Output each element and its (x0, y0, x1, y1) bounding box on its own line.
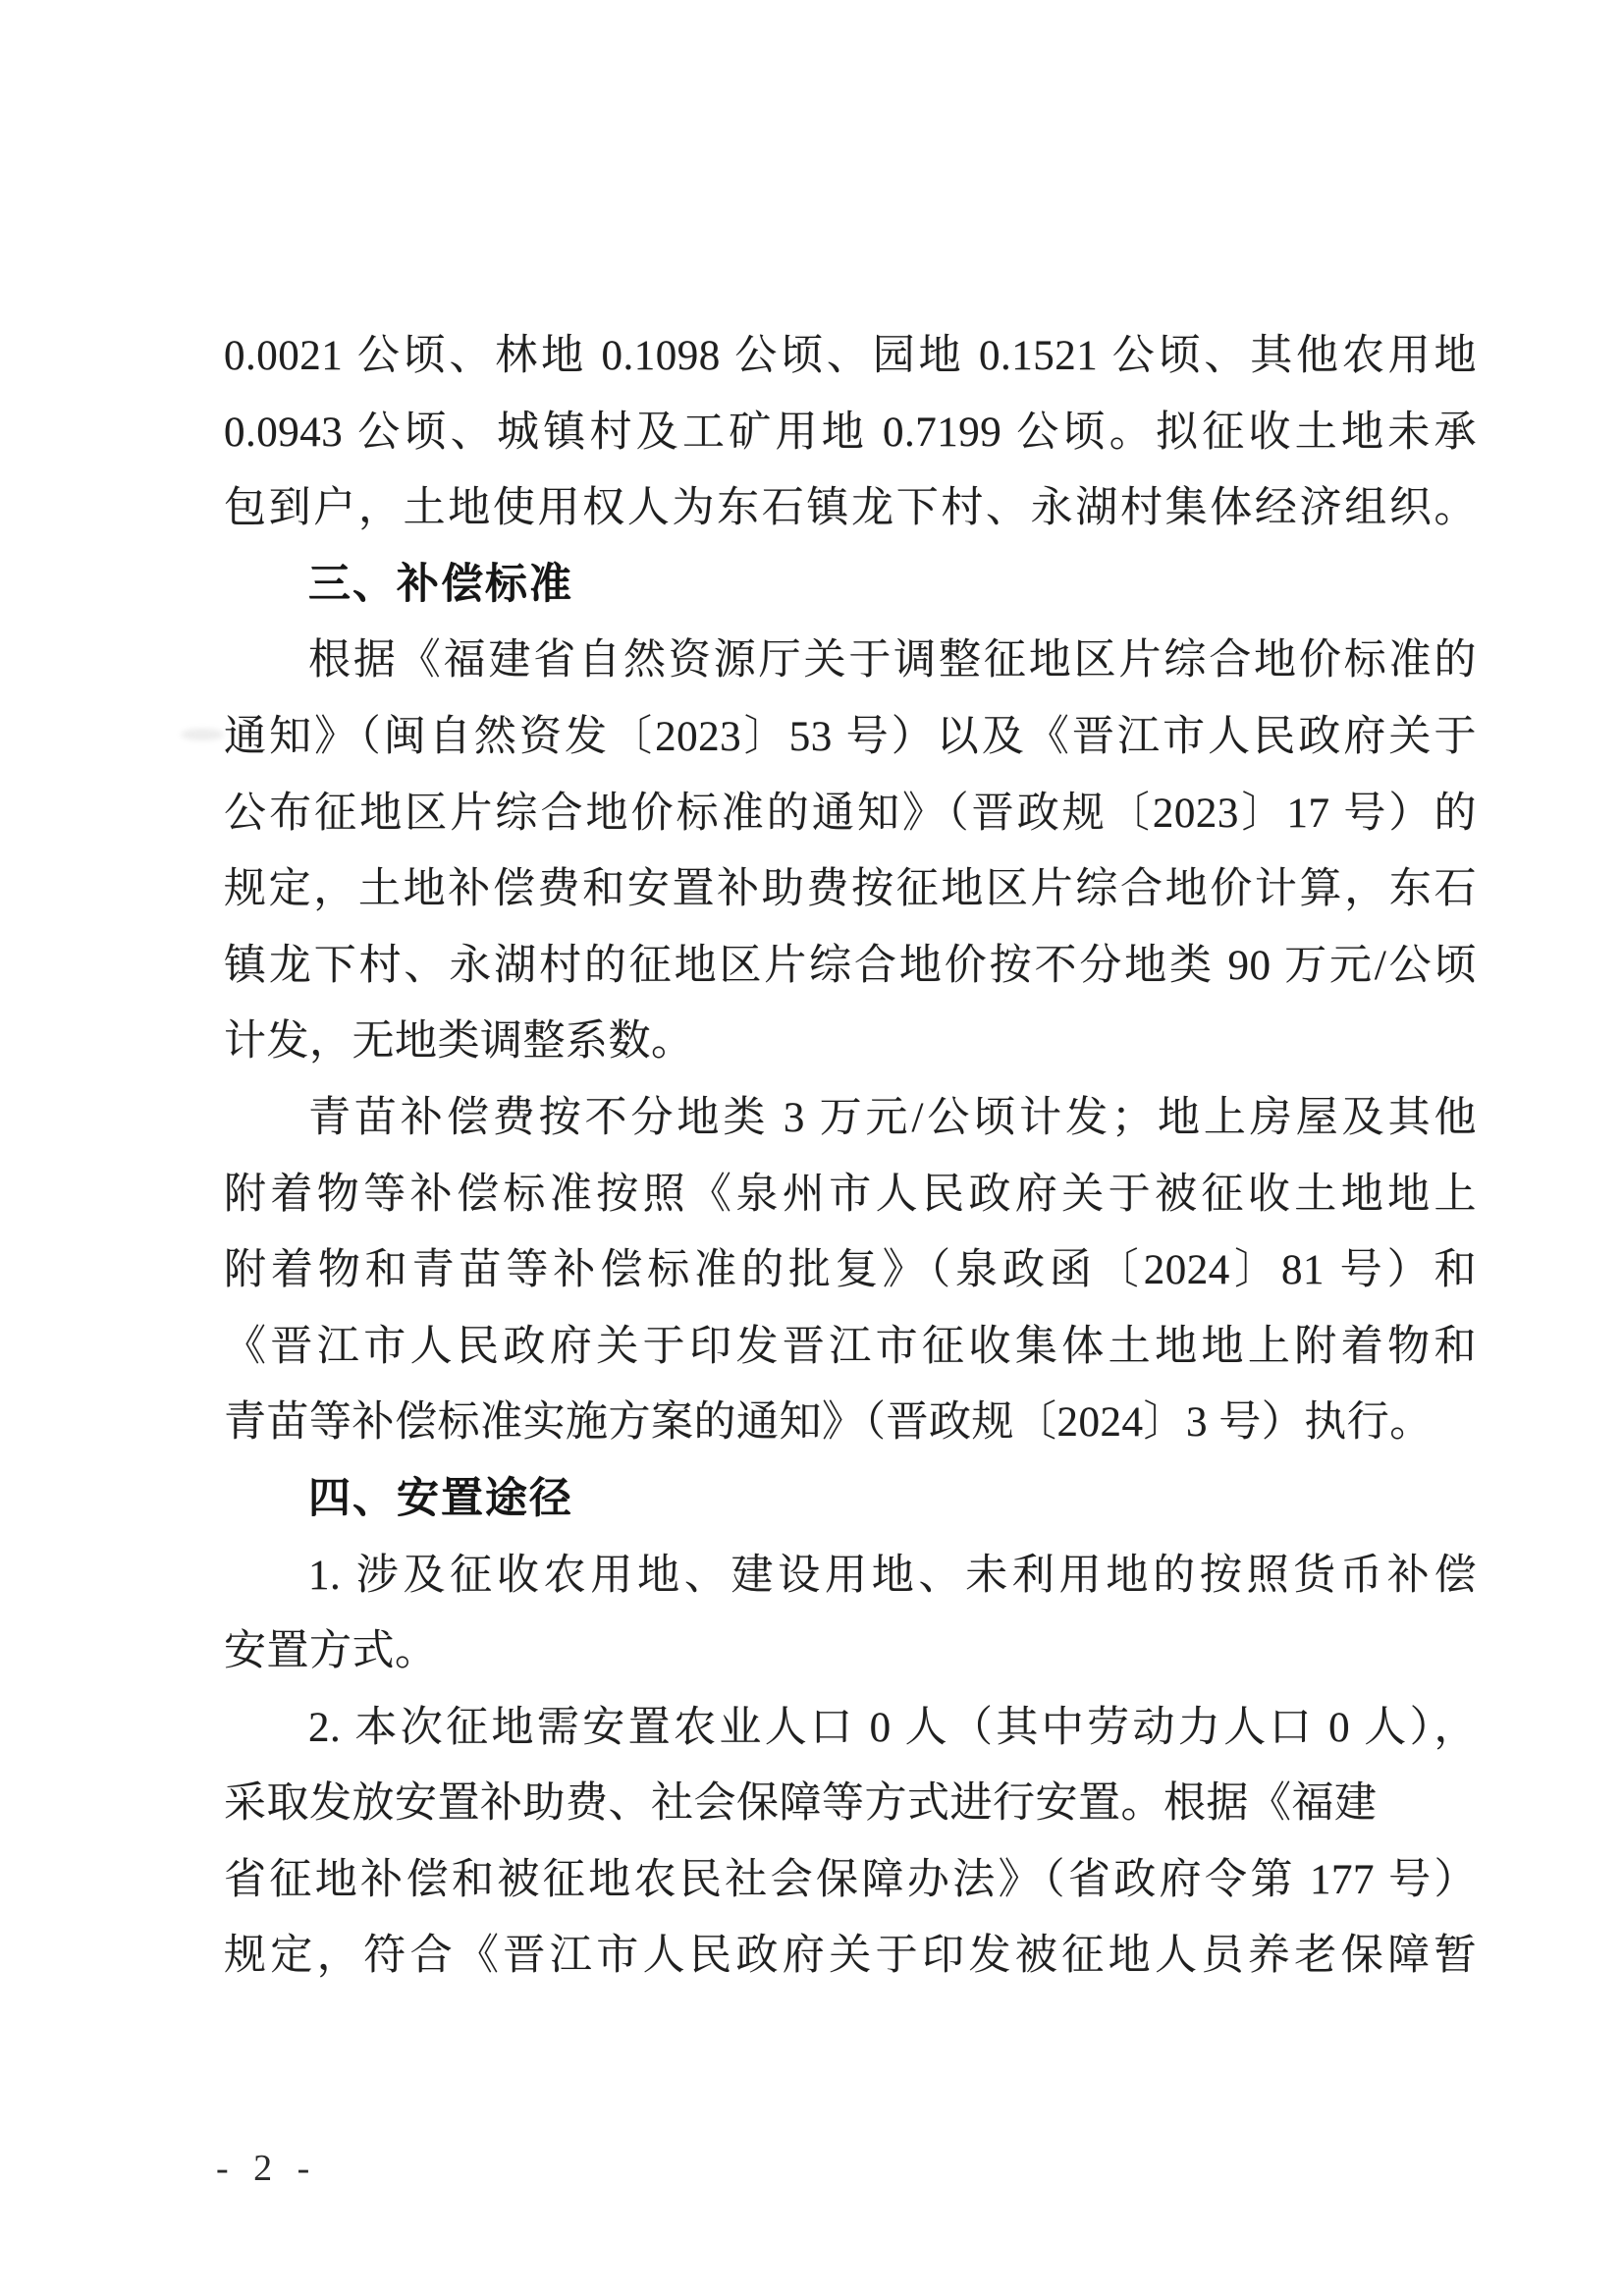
section-heading: 四、安置途径 (308, 1474, 573, 1522)
text-line: 2. 本次征地需安置农业人口 0 人（其中劳动力人口 0 人）， (308, 1704, 1477, 1751)
document-body (224, 318, 1477, 1995)
text-line: 规定，符合《晋江市人民政府关于印发被征地人员养老保障暂 (224, 1933, 1477, 1980)
text-line: 省征地补偿和被征地农民社会保障办法》（省政府令第 177 号） (224, 1856, 1477, 1903)
scan-smudge (181, 729, 224, 740)
section-heading: 三、补偿标准 (308, 560, 573, 608)
text-line: 1. 涉及征收农用地、建设用地、未利用地的按照货币补偿 (308, 1552, 1477, 1599)
text-line: 附着物和青苗等补偿标准的批复》（泉政函〔2024〕81 号）和 (224, 1247, 1477, 1294)
text-line: 采取发放安置补助费、社会保障等方式进行安置。根据《福建 (224, 1780, 1378, 1828)
text-line: 通知》（闽自然资发〔2023〕53 号）以及《晋江市人民政府关于 (224, 713, 1477, 760)
text-line: 规定，土地补偿费和安置补助费按征地区片综合地价计算，东石 (224, 866, 1477, 913)
text-line: 青苗等补偿标准实施方案的通知》（晋政规〔2024〕3 号）执行。 (224, 1399, 1433, 1447)
text-line: 计发，无地类调整系数。 (224, 1018, 694, 1066)
text-line: 《晋江市人民政府关于印发晋江市征收集体土地地上附着物和 (224, 1323, 1477, 1370)
text-line: 包到户，土地使用权人为东石镇龙下村、永湖村集体经济组织。 (224, 485, 1477, 532)
text-line: 附着物等补偿标准按照《泉州市人民政府关于被征收土地地上 (224, 1171, 1477, 1218)
page-number: - 2 - (216, 2148, 318, 2189)
text-line: 青苗补偿费按不分地类 3 万元/公顷计发；地上房屋及其他 (308, 1094, 1477, 1141)
text-line: 公布征地区片综合地价标准的通知》（晋政规〔2023〕17 号）的 (224, 790, 1477, 837)
text-line: 根据《福建省自然资源厅关于调整征地区片综合地价标准的 (308, 637, 1477, 684)
text-line: 0.0021 公顷、林地 0.1098 公顷、园地 0.1521 公顷、其他农用地 (224, 333, 1477, 379)
text-line: 镇龙下村、永湖村的征地区片综合地价按不分地类 90 万元/公顷 (224, 942, 1477, 989)
text-line: 0.0943 公顷、城镇村及工矿用地 0.7199 公顷。拟征收土地未承 (224, 409, 1477, 456)
text-line: 安置方式。 (224, 1628, 438, 1675)
